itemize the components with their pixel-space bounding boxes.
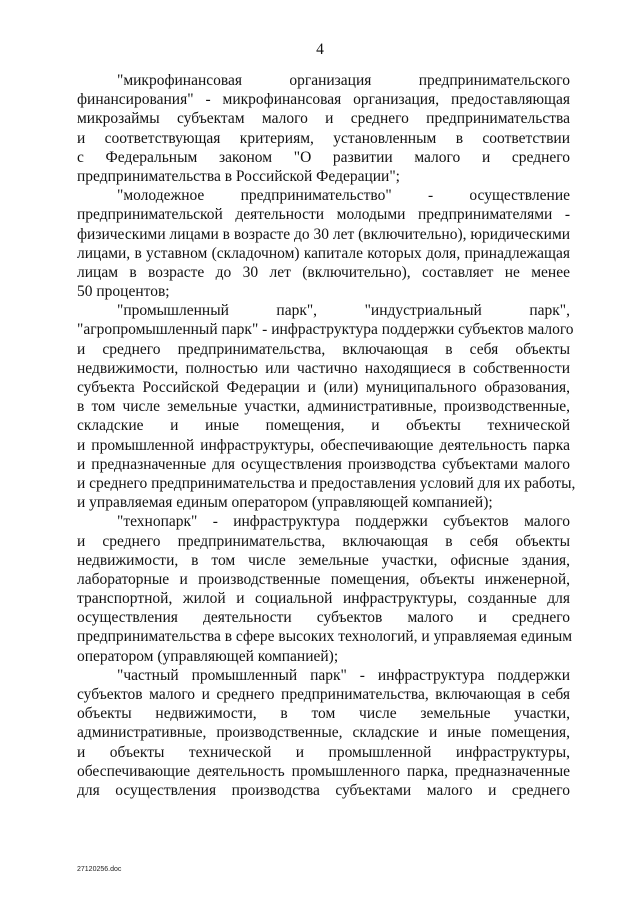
text-line: "микрофинансовая организация предпринимательского xyxy=(117,72,570,89)
text-line: и промышленной инфраструктуры, обеспечивающие деятельность парка xyxy=(77,436,570,454)
text-line: микрозаймы субъектам малого и среднего предпринимательства xyxy=(77,110,570,128)
text-line: объекты недвижимости, в том числе земельные участки, xyxy=(77,705,570,723)
text-line: с Федеральным законом "О развитии малого и среднего xyxy=(77,148,570,166)
text-line: и управляемая единым оператором (управляющей компанией); xyxy=(77,494,493,512)
text-line: транспортной, жилой и социальной инфраструктуры, созданные для xyxy=(77,590,570,608)
text-line: обеспечивающие деятельность промышленного парка, предназначенные xyxy=(77,762,570,780)
text-line: предпринимательства в сфере высоких технологий, и управляемая единым xyxy=(77,628,573,646)
text-line: оператором (управляющей компанией); xyxy=(77,647,339,665)
text-line: "молодежное предпринимательство" - осуществление xyxy=(117,187,570,205)
page-number: 4 xyxy=(316,41,324,58)
text-line: и среднего предпринимательства, включающая в себя объекты xyxy=(77,532,570,550)
text-line: предпринимательства в Российской Федерации"; xyxy=(77,167,400,185)
text-line: и среднего предпринимательства и предоставления условий для их работы, xyxy=(77,474,576,492)
text-line: для осуществления производства субъектами малого и среднего xyxy=(77,781,570,799)
text-line: "промышленный парк", "индустриальный парк", xyxy=(117,302,570,320)
text-line: субъектов малого и среднего предпринимательства, включающая в себя xyxy=(77,686,570,703)
text-line: недвижимости, полностью или частично находящиеся в собственности xyxy=(77,359,570,377)
text-line: и предназначенные для осуществления производства субъектами малого xyxy=(77,455,570,473)
text-line: "агропромышленный парк" - инфраструктура поддержки субъектов малого xyxy=(77,321,574,339)
text-line: финансирования" - микрофинансовая организация, предоставляющая xyxy=(77,91,570,109)
text-line: и среднего предпринимательства, включающая в себя объекты xyxy=(77,340,570,358)
text-line: "частный промышленный парк" - инфраструктура поддержки xyxy=(117,666,570,684)
text-line: физическими лицами в возрасте до 30 лет (включительно), юридическими xyxy=(77,225,571,243)
text-line: и соответствующая критериям, установленным в соответствии xyxy=(77,129,570,147)
text-line: предпринимательской деятельности молодыми предпринимателями - xyxy=(77,206,570,224)
text-line: недвижимости, в том числе земельные участки, офисные здания, xyxy=(77,551,570,569)
text-line: 50 процентов; xyxy=(77,283,170,301)
text-line: и объекты технической и промышленной инфраструктуры, xyxy=(77,743,570,761)
text-line: складские и иные помещения, и объекты технической xyxy=(77,417,570,435)
text-line: административные, производственные, складские и иные помещения, xyxy=(77,724,570,742)
text-line: в том числе земельные участки, административные, производственные, xyxy=(77,398,570,416)
text-line: "технопарк" - инфраструктура поддержки субъектов малого xyxy=(117,513,570,531)
footer-filename: 27120256.doc xyxy=(77,866,122,873)
text-line: лицам в возрасте до 30 лет (включительно), составляет не менее xyxy=(77,263,570,281)
text-line: осуществления деятельности субъектов малого и среднего xyxy=(77,609,570,627)
text-line: лицами, в уставном (складочном) капитале которых доля, принадлежащая xyxy=(77,244,570,262)
body-text xyxy=(77,71,576,800)
text-line: субъекта Российской Федерации и (или) муниципального образования, xyxy=(77,379,570,396)
text-line: лабораторные и производственные помещения, объекты инженерной, xyxy=(77,570,570,588)
